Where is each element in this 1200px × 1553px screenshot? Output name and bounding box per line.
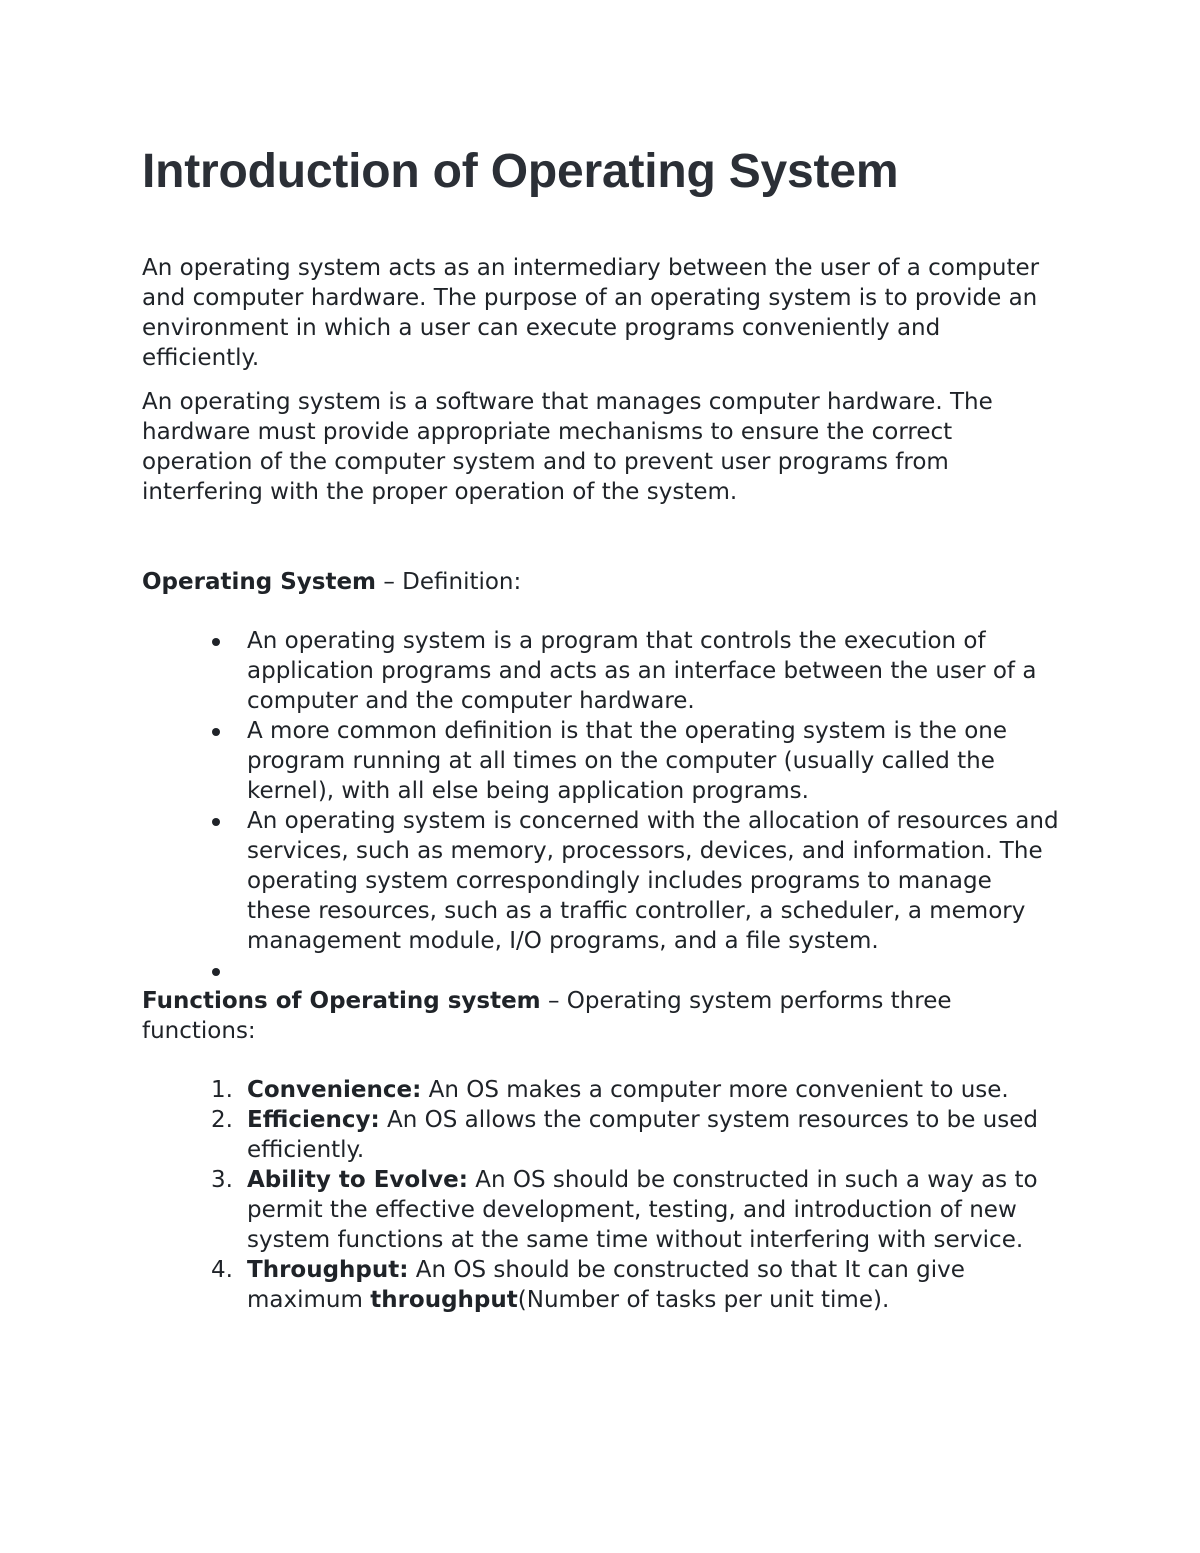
list-item — [211, 1105, 1060, 1165]
function-term: Efficiency: — [247, 1107, 380, 1133]
page-title: Introduction of Operating System — [142, 145, 899, 198]
bullet-text: A more common definition is that the operating system is the one program running at all times on the computer (usually called the kernel), with all else being application programs. — [247, 718, 1008, 804]
list-number: 4. — [211, 1257, 233, 1283]
function-text: An OS should be constructed in such a way as to permit the effective development, testing, and introduction of new system functions at the same time without interfering with service. — [247, 1167, 1038, 1253]
list-item — [247, 626, 1060, 716]
bullet-text: An operating system is a program that controls the execution of application programs and acts as an interface between the user of a computer and the computer hardware. — [247, 628, 1037, 714]
function-text: An OS makes a computer more convenient to use. — [421, 1077, 1009, 1103]
bullet-dot-icon — [212, 638, 220, 646]
list-number: 2. — [211, 1107, 233, 1133]
bullet-dot-icon — [212, 728, 220, 736]
functions-heading — [142, 986, 1060, 1046]
bullet-dot-icon — [212, 968, 220, 976]
list-item — [211, 1165, 1060, 1255]
function-text: An OS should be constructed so that It can give maximum — [247, 1257, 965, 1313]
bullet-text: An operating system is concerned with the allocation of resources and services, such as memory, processors, devices, and information. The operating system correspondingly includes programs to manage these resources, such as a traffic controller, a scheduler, a memory management module, I/O programs, and a file system. — [247, 808, 1059, 954]
function-term: Convenience: — [247, 1077, 422, 1103]
functions-heading-rest: – Operating system performs three functions: — [142, 988, 952, 1044]
list-number: 3. — [211, 1167, 233, 1193]
function-text: An OS allows the computer system resources to be used efficiently. — [247, 1107, 1038, 1163]
functions-numbered-list — [142, 1075, 1060, 1315]
list-item — [247, 956, 1060, 986]
functions-heading-bold: Functions of Operating system — [142, 988, 541, 1014]
intro-paragraph-2: An operating system is a software that manages computer hardware. The hardware must provide appropriate mechanisms to ensure the correct operation of the computer system and to prevent user programs from interfering with the proper operation of the system. — [142, 389, 993, 505]
definition-heading-rest: – Definition: — [376, 569, 522, 595]
list-number: 1. — [211, 1077, 233, 1103]
list-item — [247, 806, 1060, 956]
bullet-dot-icon — [212, 818, 220, 826]
list-item — [211, 1075, 1060, 1105]
intro-paragraph-1: An operating system acts as an intermediary between the user of a computer and computer hardware. The purpose of an operating system is to provide an environment in which a user can execute programs conveniently and efficiently. — [142, 255, 1040, 371]
list-item — [211, 1255, 1060, 1315]
function-bold-word: throughput — [370, 1287, 518, 1313]
list-item — [247, 716, 1060, 806]
definition-bullet-list — [142, 626, 1060, 986]
definition-heading-bold: Operating System — [142, 569, 377, 595]
function-term: Throughput: — [247, 1257, 409, 1283]
function-tail: (Number of tasks per unit time). — [517, 1287, 890, 1313]
function-term: Ability to Evolve: — [247, 1167, 468, 1193]
definition-heading — [142, 567, 1060, 597]
